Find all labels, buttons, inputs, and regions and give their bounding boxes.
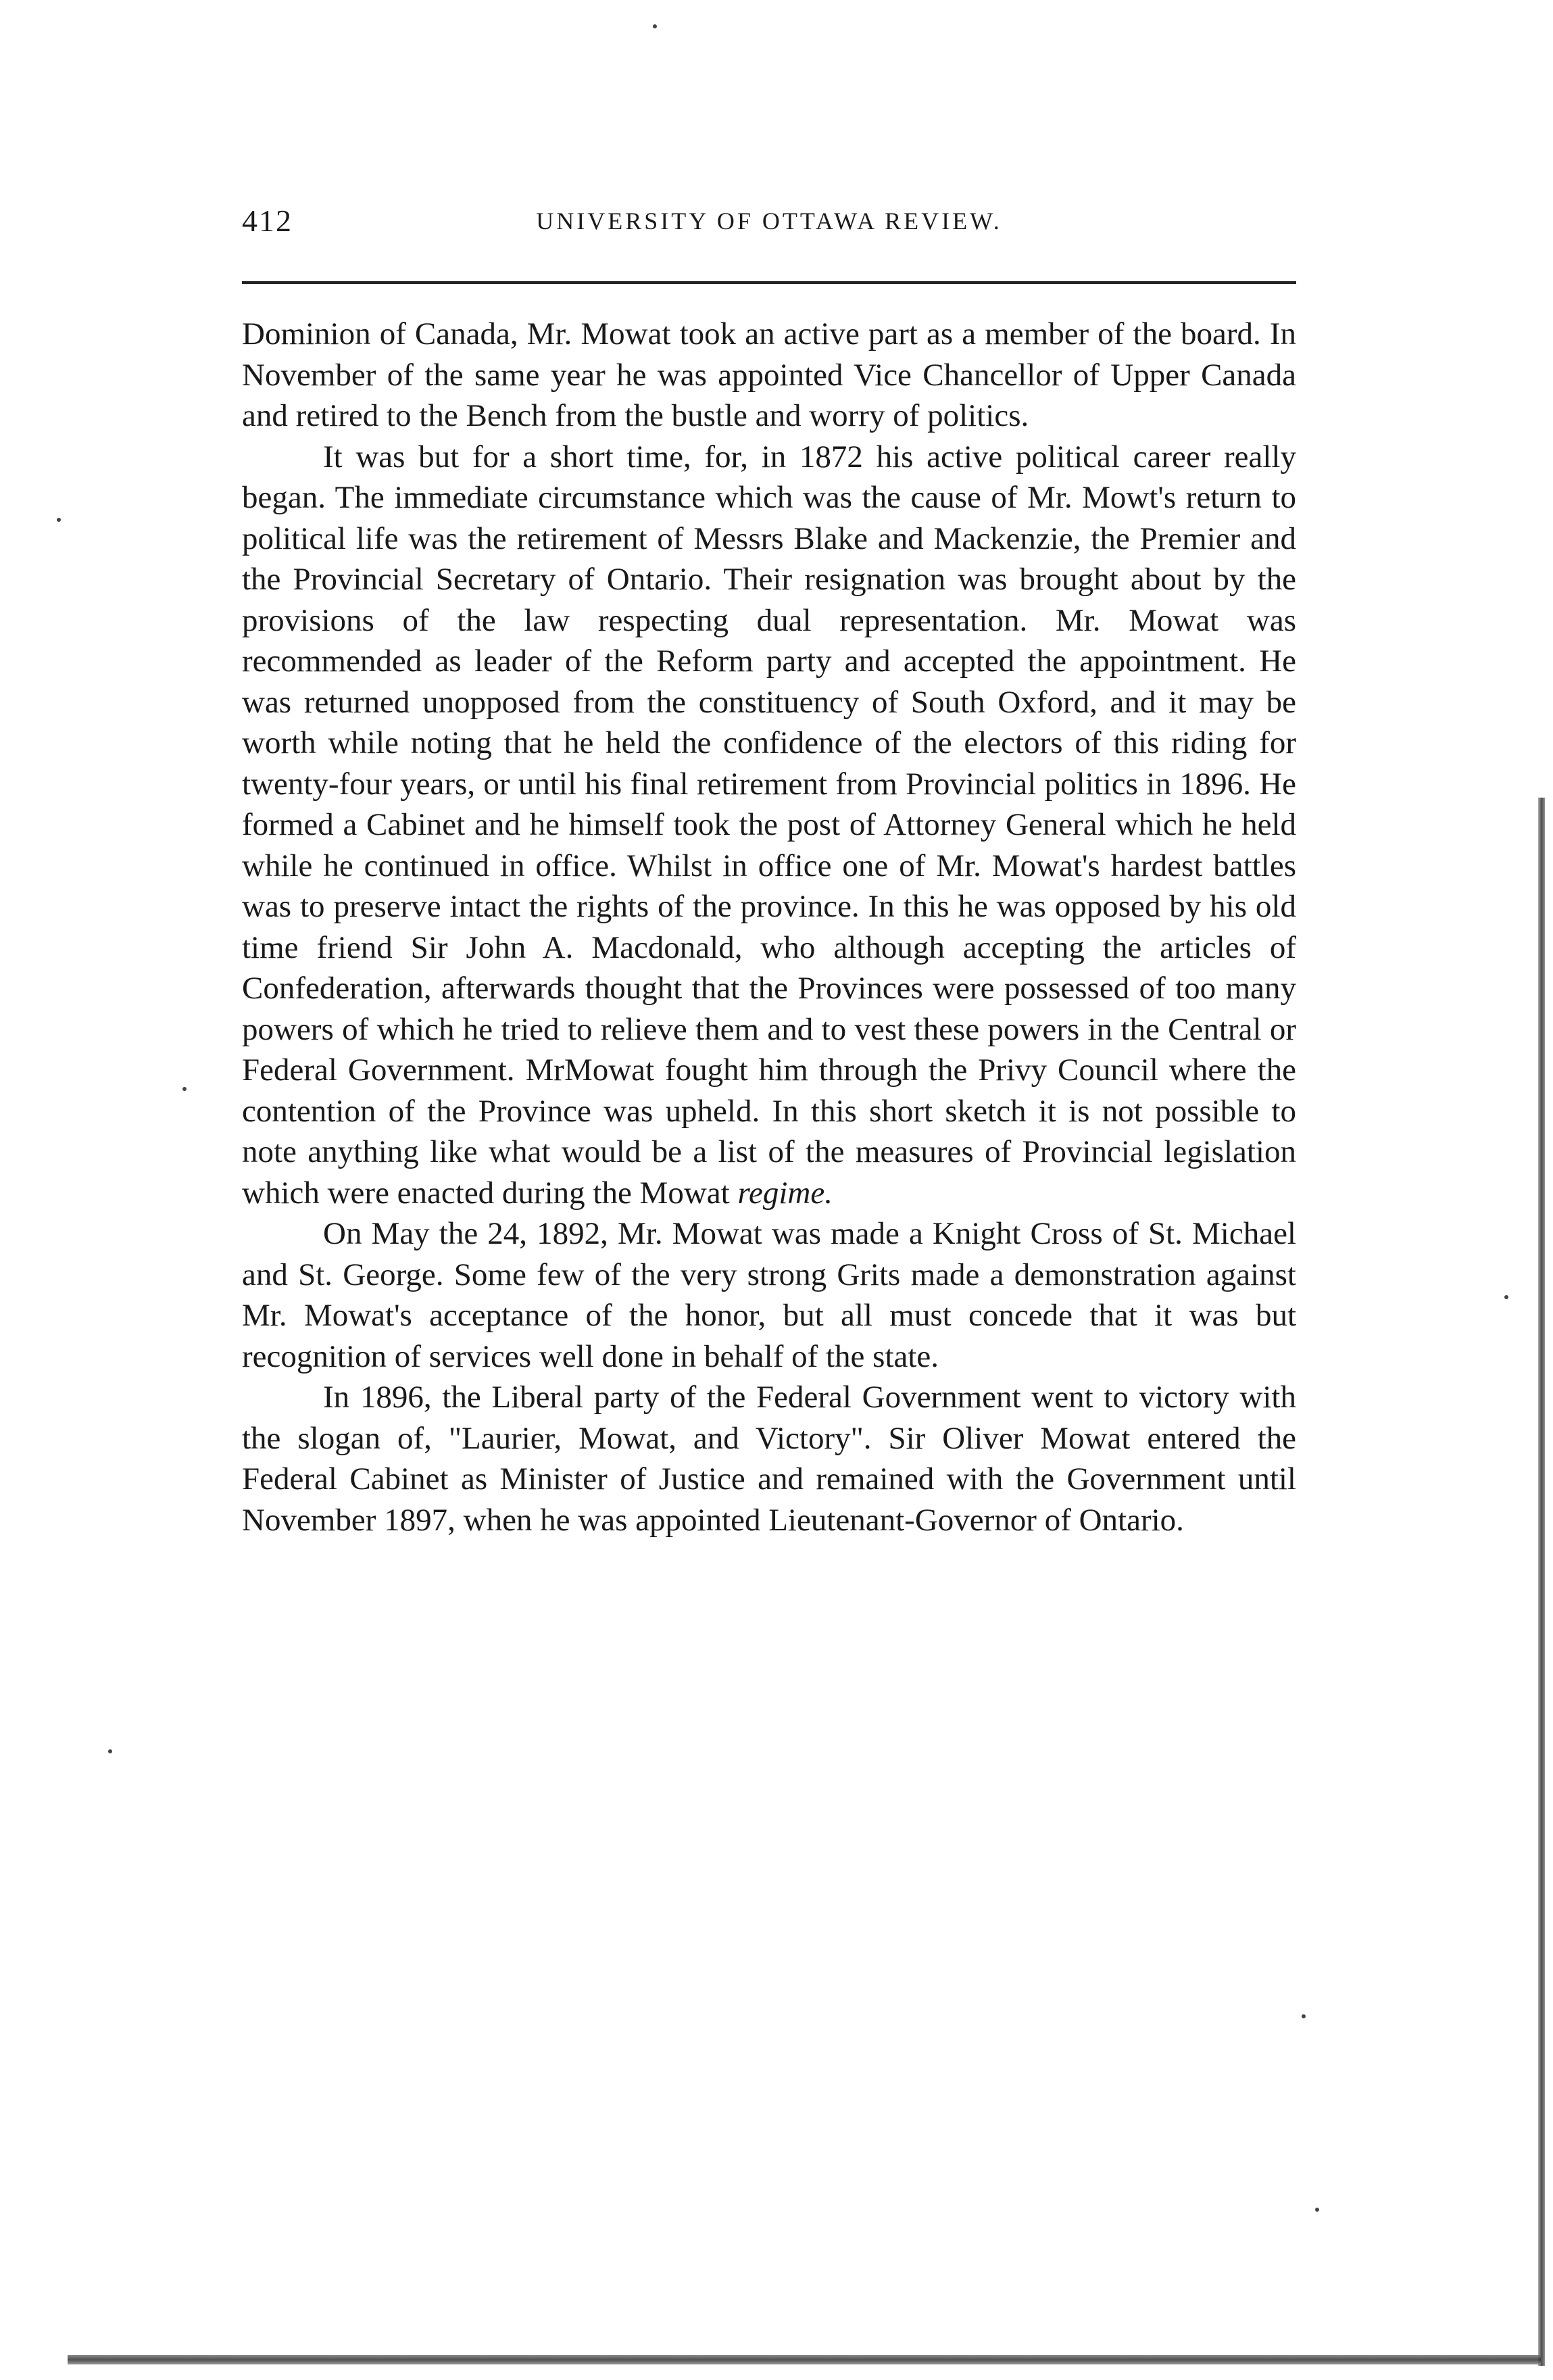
scan-speck: [1504, 1295, 1508, 1299]
scan-speck: [108, 1749, 112, 1753]
scan-speck: [1315, 2208, 1319, 2212]
paragraph-4: In 1896, the Liberal party of the Federal Government went to victory with the slogan of, "Laurier, Mowat, and Victory". Sir Oliver Mowat entered the Federal Cabinet as Minister of Justice and remained with the Government until November 1897, when he was appointed Lieutenant-Governor of Ontario.: [242, 1380, 1296, 1538]
scan-edge-right: [1538, 798, 1545, 2366]
paragraph-2: [242, 437, 1296, 1214]
scan-speck: [1302, 2014, 1306, 2018]
page-header: [242, 203, 1296, 243]
header-rule: [242, 281, 1296, 284]
page-number: 412: [242, 203, 293, 238]
scan-edge-bottom: [68, 2355, 1541, 2364]
italic-word: regime.: [737, 1175, 833, 1211]
article-body: [242, 314, 1296, 1540]
running-title: UNIVERSITY OF OTTAWA REVIEW.: [536, 208, 1002, 235]
paragraph-3: On May the 24, 1892, Mr. Mowat was made a Knight Cross of St. Michael and St. George. Some few of the very strong Grits made a demonstration against Mr. Mowat's acceptance of the honor, but all must concede that it was but recognition of services well done in behalf of the state.: [242, 1216, 1296, 1374]
paragraph-2-text: It was but for a short time, for, in 1872 his active political career really began. The immediate circumstance which was the cause of Mr. Mowt's return to political life was the retirement of Messrs Blake and Mackenzie, the Premier and the Provincial Secretary of Ontario. Their resignation was brought about by the provisions of the law respecting dual representation. Mr. Mowat was recommended as leader of the Reform party and accepted the appointment. He was returned unopposed from the constituency of South Oxford, and it may be worth while noting that he held the confidence of the electors of this riding for twenty-four years, or until his final retirement from Provincial politics in 1896. He formed a Cabinet and he himself took the post of Attorney General which he held while he continued in office. Whilst in office one of Mr. Mowat's hardest battles was to preserve intact the rights of the province. In this he was opposed by his old time friend Sir John A. Macdonald, who although accepting the articles of Confederation, afterwards thought that the Provinces were possessed of too many powers of which he tried to relieve them and to vest these powers in the Central or Federal Government. MrMowat fought him through the Privy Council where the contention of the Province was upheld. In this short sketch it is not possible to note anything like what would be a list of the measures of Provincial legislation which were enacted during the Mowat: [242, 439, 1296, 1211]
paragraph-1: Dominion of Canada, Mr. Mowat took an active part as a member of the board. In November of the same year he was appointed Vice Chancellor of Upper Canada and retired to the Bench from the bustle and worry of politics.: [242, 316, 1296, 433]
scan-speck: [57, 518, 61, 522]
scan-speck: [182, 1087, 187, 1091]
scan-speck: [653, 24, 657, 28]
